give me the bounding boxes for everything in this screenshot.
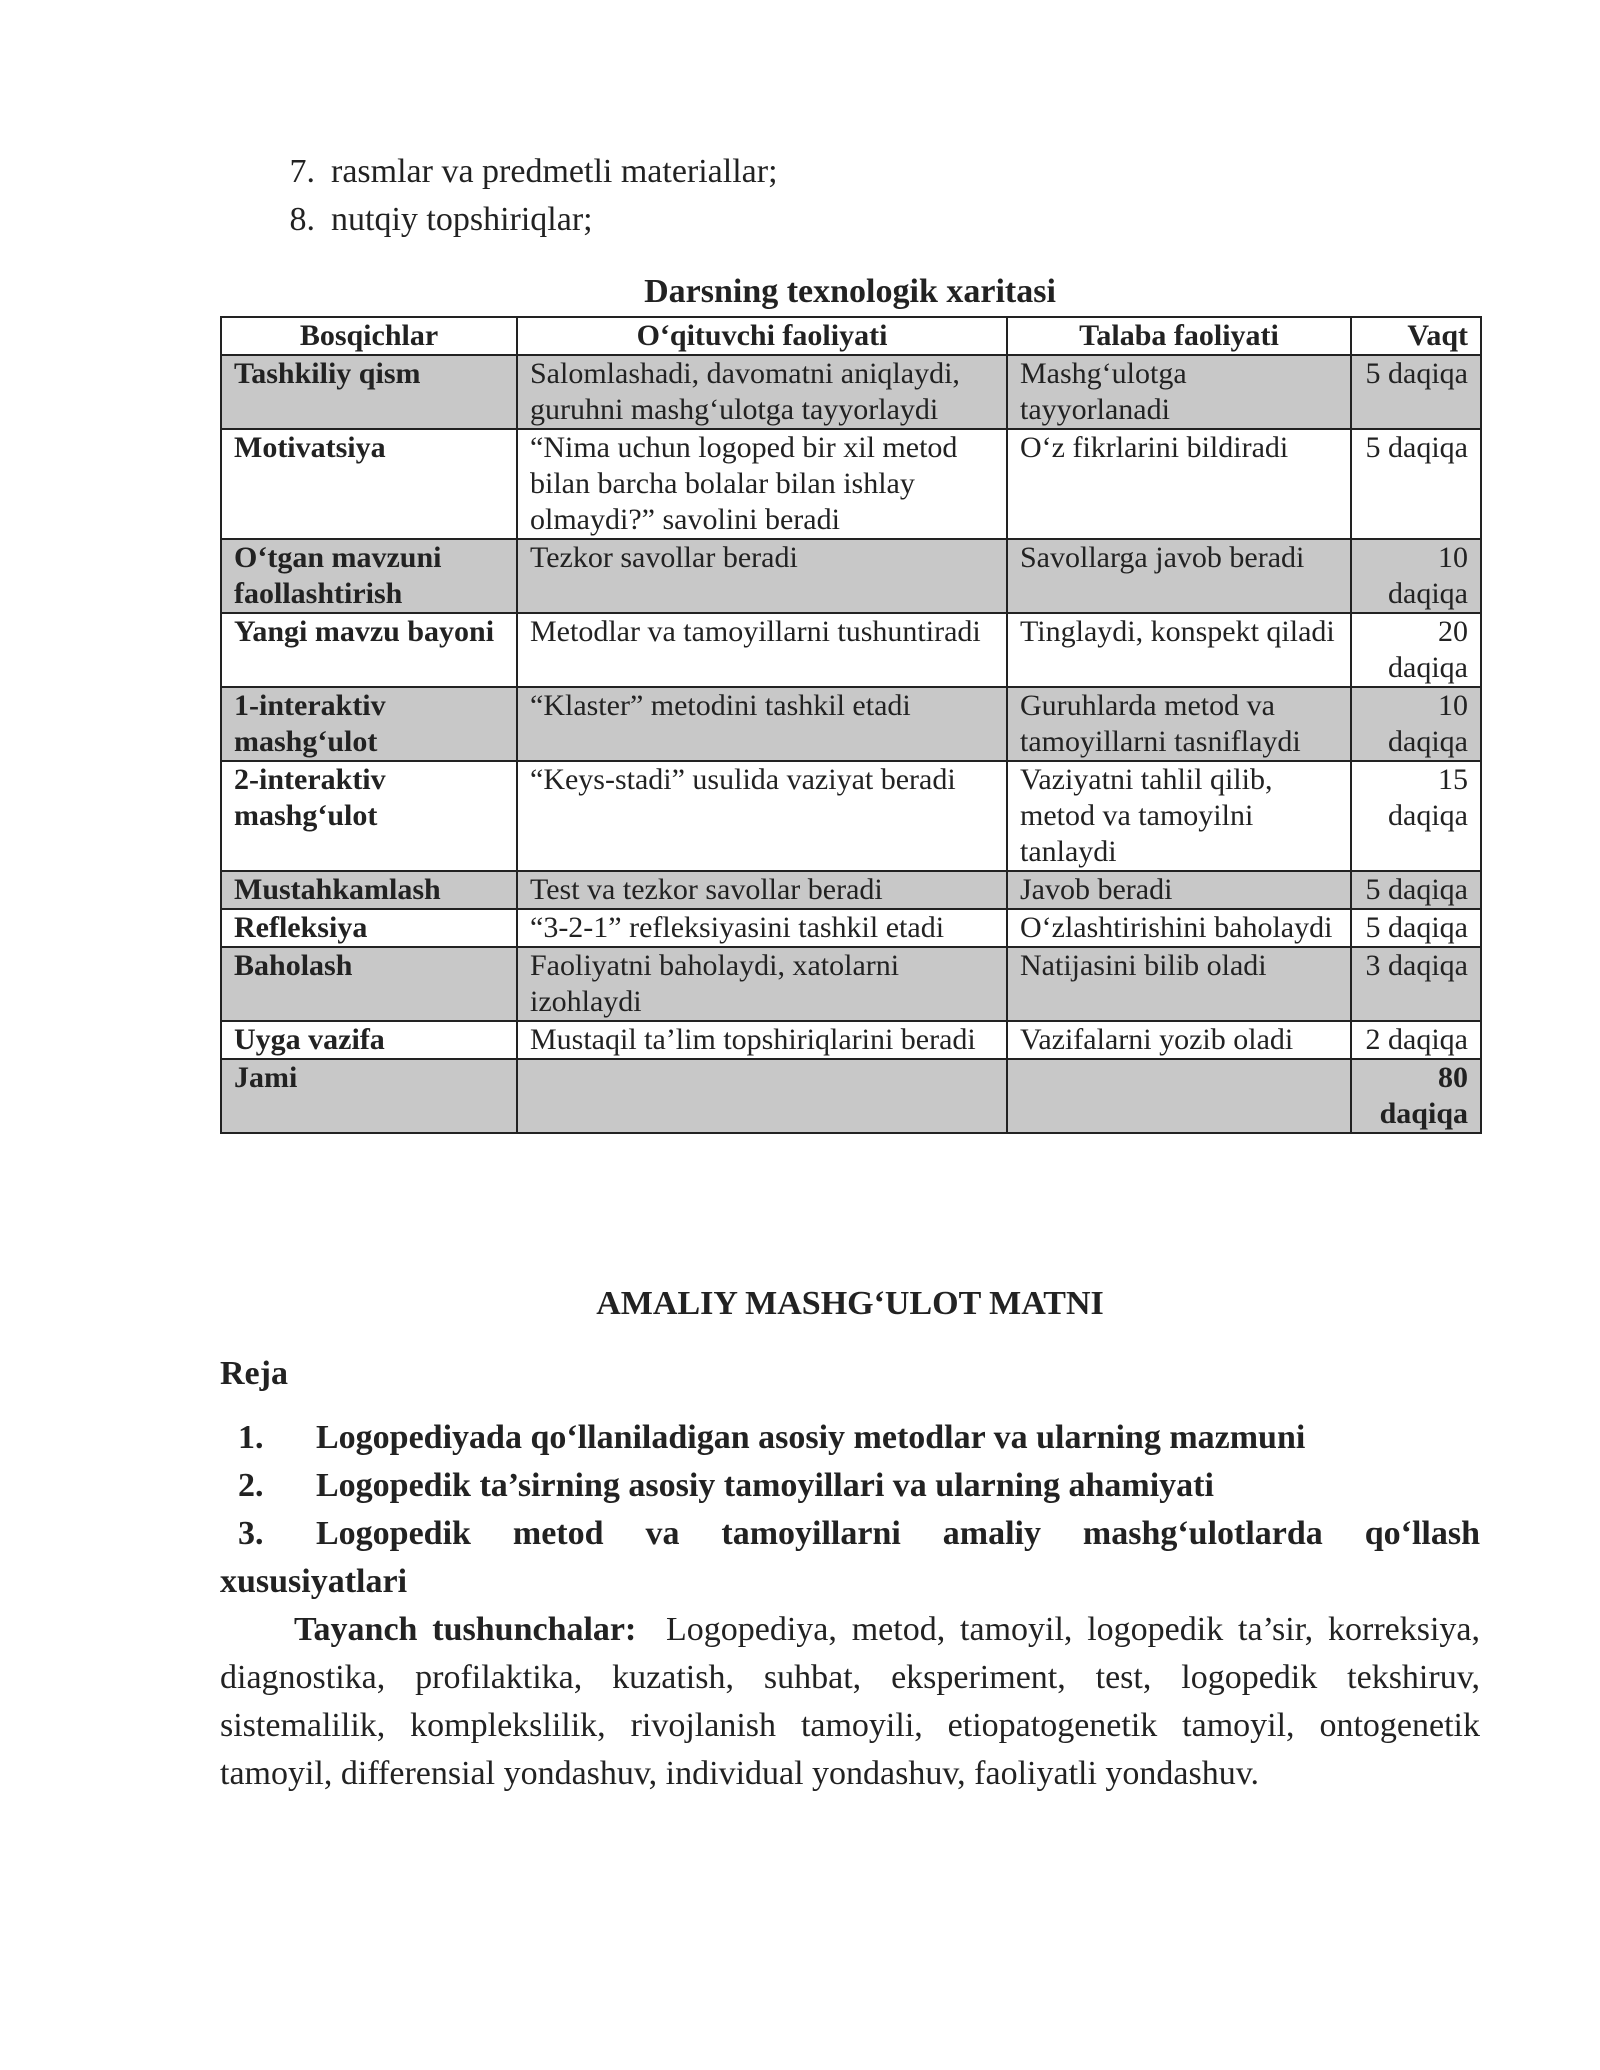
plan-item: 2. Logopedik ta’sirning asosiy tamoyillari va ularning ahamiyati bbox=[238, 1467, 1214, 1504]
table-row bbox=[221, 687, 1481, 761]
teacher-cell: Mustaqil ta’lim topshiriqlarini beradi bbox=[517, 1021, 1007, 1059]
table-row bbox=[221, 871, 1481, 909]
column-header: Bosqichlar bbox=[221, 317, 517, 355]
table-total-row bbox=[221, 1059, 1481, 1133]
time-cell: 10 daqiqa bbox=[1351, 687, 1481, 761]
stage-cell: Yangi mavzu bayoni bbox=[221, 613, 517, 687]
teacher-cell: “Nima uchun logoped bir xil metod bilan barcha bolalar bilan ishlay olmaydi?” savolini beradi bbox=[517, 429, 1007, 539]
table-row bbox=[221, 947, 1481, 1021]
stage-cell: Mustahkamlash bbox=[221, 871, 517, 909]
time-cell: 3 daqiqa bbox=[1351, 947, 1481, 1021]
time-cell: 5 daqiqa bbox=[1351, 871, 1481, 909]
time-cell: 10 daqiqa bbox=[1351, 539, 1481, 613]
plan-item-text: Logopedik metod va tamoyillarni amaliy mashg‘ulotlarda qo‘llash bbox=[316, 1515, 1480, 1552]
table-row bbox=[221, 1021, 1481, 1059]
table-row bbox=[221, 539, 1481, 613]
teacher-cell: Salomlashadi, davomatni aniqlaydi, guruhni mashg‘ulotga tayyorlaydi bbox=[517, 355, 1007, 429]
plan-item-text: Logopediyada qo‘llaniladigan asosiy metodlar va ularning mazmuni bbox=[316, 1419, 1306, 1456]
time-cell: 5 daqiqa bbox=[1351, 429, 1481, 539]
key-concepts-text: Logopediya, metod, tamoyil, logopedik ta’sir, korreksiya, diagnostika, profilaktika, kuzatish, suhbat, eksperiment, test, logopedik tekshiruv, sistemalilik, komplekslilik, rivojlanish tamoyili, etiopatogenetik tamoyil, ontogenetik tamoyil, differensial yondashuv, individual yondashuv, faoliyatli yondashuv. bbox=[220, 1611, 1480, 1792]
stage-cell: O‘tgan mavzuni faollashtirish bbox=[221, 539, 517, 613]
column-header: O‘qituvchi faoliyati bbox=[517, 317, 1007, 355]
stage-cell: Motivatsiya bbox=[221, 429, 517, 539]
plan-heading: Reja bbox=[220, 1355, 288, 1392]
plan-item-text: Logopedik ta’sirning asosiy tamoyillari va ularning ahamiyati bbox=[316, 1467, 1214, 1504]
student-cell: Vaziyatni tahlil qilib, metod va tamoyilni tanlaydi bbox=[1007, 761, 1351, 871]
table-row bbox=[221, 613, 1481, 687]
teacher-cell: Faoliyatni baholaydi, xatolarni izohlaydi bbox=[517, 947, 1007, 1021]
teacher-cell: “Keys-stadi” usulida vaziyat beradi bbox=[517, 761, 1007, 871]
teacher-cell bbox=[517, 1059, 1007, 1133]
teacher-cell: Metodlar va tamoyillarni tushuntiradi bbox=[517, 613, 1007, 687]
time-cell: 2 daqiqa bbox=[1351, 1021, 1481, 1059]
student-cell: Savollarga javob beradi bbox=[1007, 539, 1351, 613]
teacher-cell: “3-2-1” refleksiyasini tashkil etadi bbox=[517, 909, 1007, 947]
time-cell: 15 daqiqa bbox=[1351, 761, 1481, 871]
student-cell: O‘zlashtirishini baholaydi bbox=[1007, 909, 1351, 947]
student-cell: Javob beradi bbox=[1007, 871, 1351, 909]
plan-list bbox=[220, 1414, 1480, 1606]
stage-cell: Uyga vazifa bbox=[221, 1021, 517, 1059]
list-item: 8. nutqiy topshiriqlar; bbox=[265, 196, 778, 244]
student-cell: Mashg‘ulotga tayyorlanadi bbox=[1007, 355, 1351, 429]
table-row bbox=[221, 429, 1481, 539]
column-header: Talaba faoliyati bbox=[1007, 317, 1351, 355]
time-cell: 5 daqiqa bbox=[1351, 355, 1481, 429]
table-row bbox=[221, 355, 1481, 429]
stage-cell: 1-interaktiv mashg‘ulot bbox=[221, 687, 517, 761]
table-header-row bbox=[221, 317, 1481, 355]
list-item-text: nutqiy topshiriqlar; bbox=[331, 201, 593, 238]
student-cell: Natijasini bilib oladi bbox=[1007, 947, 1351, 1021]
stage-cell: Refleksiya bbox=[221, 909, 517, 947]
time-cell: 5 daqiqa bbox=[1351, 909, 1481, 947]
column-header: Vaqt bbox=[1351, 317, 1481, 355]
teacher-cell: “Klaster” metodini tashkil etadi bbox=[517, 687, 1007, 761]
stage-cell: Baholash bbox=[221, 947, 517, 1021]
student-cell: Guruhlarda metod va tamoyillarni tasniflaydi bbox=[1007, 687, 1351, 761]
plan-item: 3. Logopedik metod va tamoyillarni amaliy mashg‘ulotlarda qo‘llash xususiyatlari bbox=[220, 1510, 1480, 1606]
plan-item-text-cont: xususiyatlari bbox=[220, 1563, 408, 1600]
stage-cell: 2-interaktiv mashg‘ulot bbox=[221, 761, 517, 871]
student-cell: O‘z fikrlarini bildiradi bbox=[1007, 429, 1351, 539]
student-cell bbox=[1007, 1059, 1351, 1133]
key-concepts-label: Tayanch tushunchalar: bbox=[294, 1611, 637, 1648]
lesson-map-table bbox=[220, 316, 1482, 1134]
plan-item: 1. Logopediyada qo‘llaniladigan asosiy metodlar va ularning mazmuni bbox=[238, 1419, 1306, 1456]
list-item: 7. rasmlar va predmetli materiallar; bbox=[265, 148, 778, 196]
table-row bbox=[221, 761, 1481, 871]
list-item-text: rasmlar va predmetli materiallar; bbox=[331, 153, 778, 190]
table-row bbox=[221, 909, 1481, 947]
key-concepts-paragraph bbox=[220, 1606, 1480, 1798]
section-title: AMALIY MASHG‘ULOT MATNI bbox=[596, 1285, 1104, 1322]
teacher-cell: Tezkor savollar beradi bbox=[517, 539, 1007, 613]
stage-cell: Tashkiliy qism bbox=[221, 355, 517, 429]
time-cell: 80 daqiqa bbox=[1351, 1059, 1481, 1133]
student-cell: Vazifalarni yozib oladi bbox=[1007, 1021, 1351, 1059]
materials-list bbox=[265, 148, 778, 244]
teacher-cell: Test va tezkor savollar beradi bbox=[517, 871, 1007, 909]
table-title: Darsning texnologik xaritasi bbox=[644, 273, 1056, 310]
time-cell: 20 daqiqa bbox=[1351, 613, 1481, 687]
stage-cell: Jami bbox=[221, 1059, 517, 1133]
student-cell: Tinglaydi, konspekt qiladi bbox=[1007, 613, 1351, 687]
